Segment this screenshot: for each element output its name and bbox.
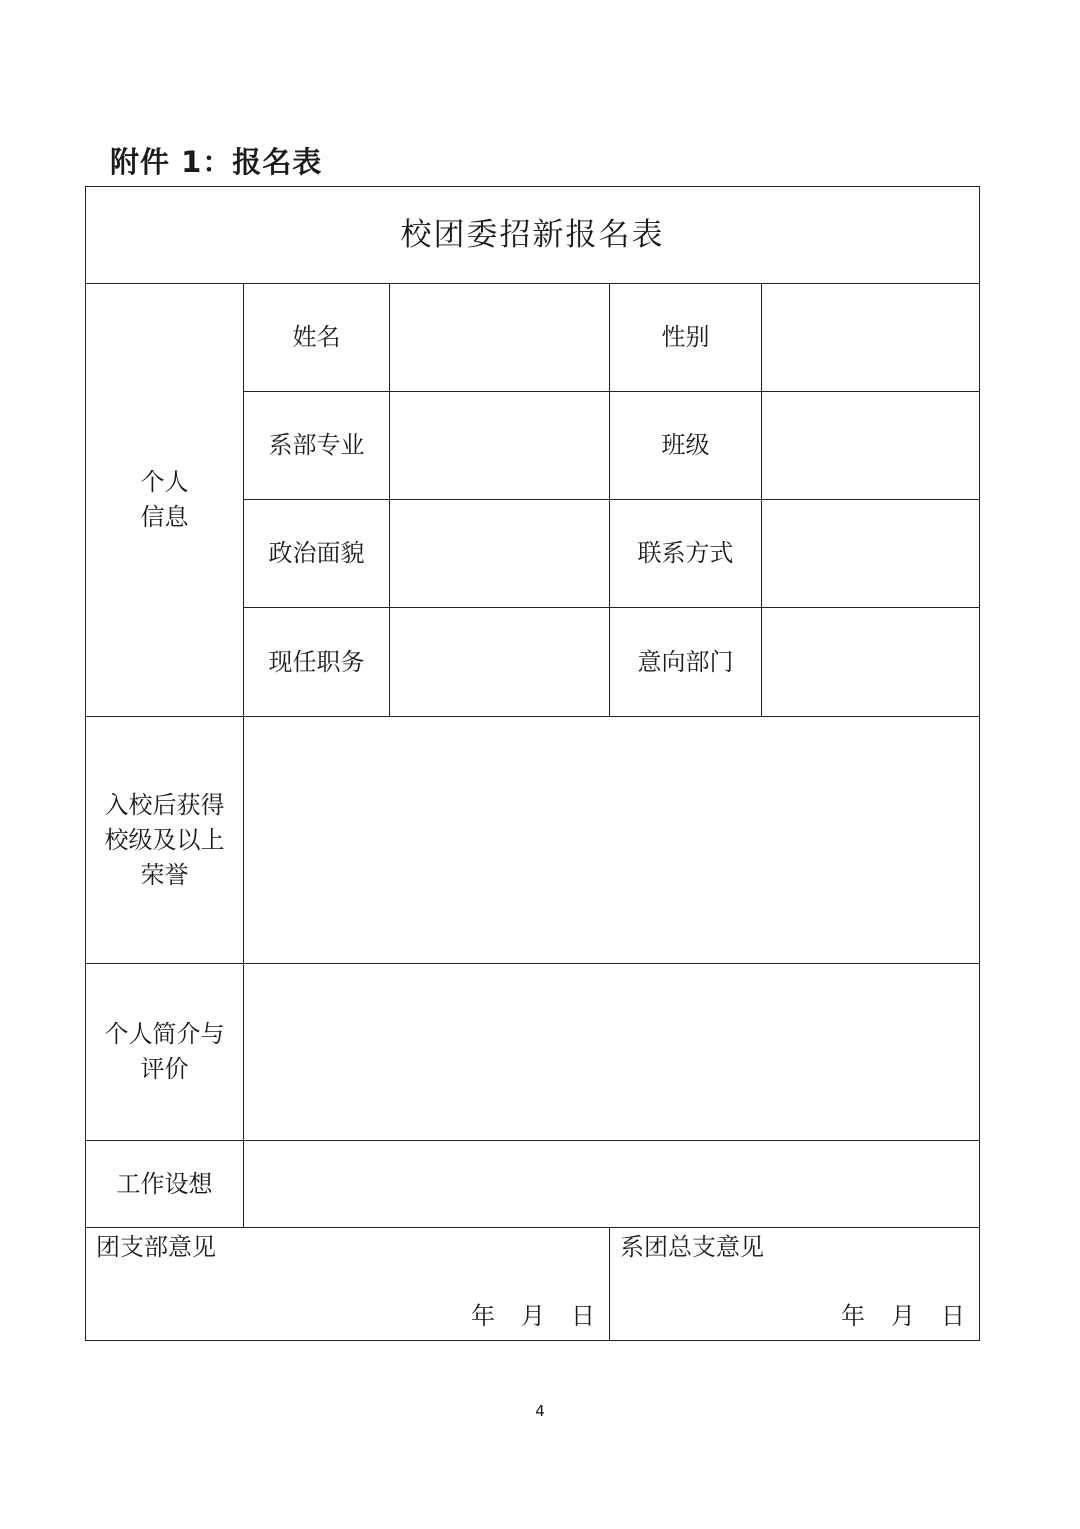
class-label: 班级 xyxy=(610,392,762,500)
dept-opinion-date: 年 月 日 xyxy=(841,1302,965,1330)
form-row xyxy=(86,964,980,1141)
registration-form-table xyxy=(85,186,980,1341)
current-position-field[interactable] xyxy=(390,608,610,717)
form-row xyxy=(86,1141,980,1228)
dept-opinion-label: 系团总支意见 xyxy=(620,1233,764,1261)
department-major-label: 系部专业 xyxy=(244,392,390,500)
form-row xyxy=(86,717,980,964)
branch-opinion-field[interactable] xyxy=(86,1228,610,1341)
opinion-row xyxy=(86,1228,980,1341)
gender-field[interactable] xyxy=(762,284,980,392)
work-plan-field[interactable] xyxy=(244,1141,980,1228)
intro-field[interactable] xyxy=(244,964,980,1141)
current-position-label: 现任职务 xyxy=(244,608,390,717)
intended-department-label: 意向部门 xyxy=(610,608,762,717)
department-major-field[interactable] xyxy=(390,392,610,500)
honors-label: 入校后获得 校级及以上 荣誉 xyxy=(86,717,244,964)
dept-opinion-field[interactable] xyxy=(610,1228,980,1341)
form-title: 校团委招新报名表 xyxy=(86,187,980,284)
work-plan-label: 工作设想 xyxy=(86,1141,244,1228)
attachment-title: 附件 1：报名表 xyxy=(110,145,323,179)
name-label: 姓名 xyxy=(244,284,390,392)
form-title-row xyxy=(86,187,980,284)
page-number: 4 xyxy=(535,1402,545,1420)
class-field[interactable] xyxy=(762,392,980,500)
intended-department-field[interactable] xyxy=(762,608,980,717)
political-status-field[interactable] xyxy=(390,500,610,608)
form-row xyxy=(86,284,980,392)
name-field[interactable] xyxy=(390,284,610,392)
branch-opinion-label: 团支部意见 xyxy=(96,1233,216,1261)
honors-field[interactable] xyxy=(244,717,980,964)
branch-opinion-date: 年 月 日 xyxy=(471,1302,595,1330)
political-status-label: 政治面貌 xyxy=(244,500,390,608)
personal-info-label: 个人 信息 xyxy=(86,284,244,717)
contact-label: 联系方式 xyxy=(610,500,762,608)
intro-label: 个人简介与 评价 xyxy=(86,964,244,1141)
gender-label: 性别 xyxy=(610,284,762,392)
contact-field[interactable] xyxy=(762,500,980,608)
